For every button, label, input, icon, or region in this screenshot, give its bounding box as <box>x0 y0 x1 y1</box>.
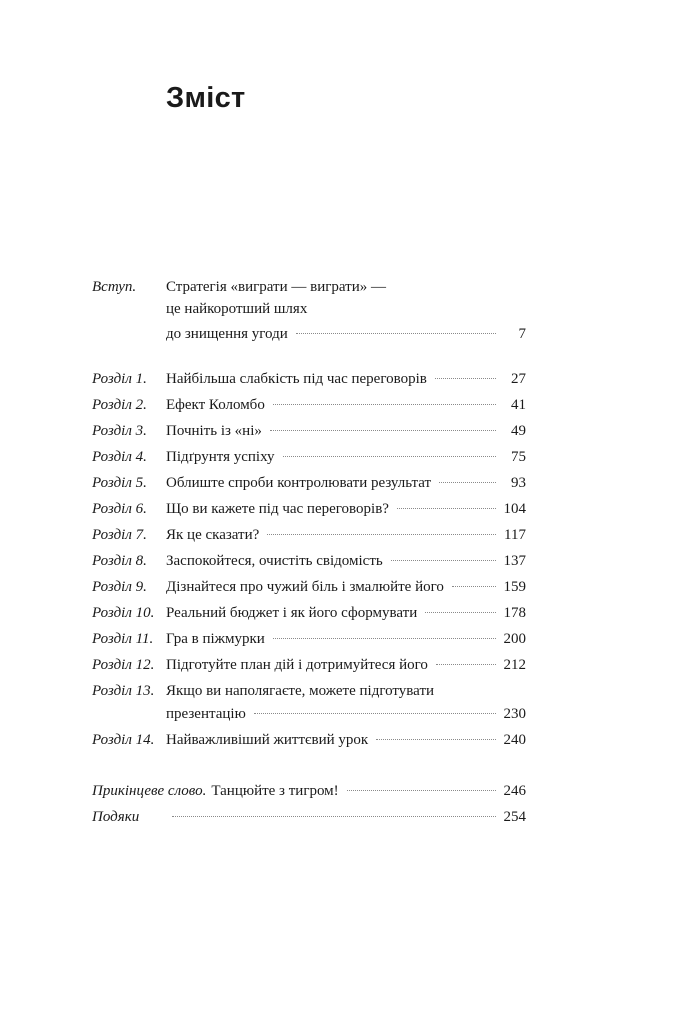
toc-entry-label: Вступ. <box>92 279 137 295</box>
toc-entry-label: Розділ 8. <box>92 553 147 569</box>
toc-entry-label: Розділ 4. <box>92 449 147 465</box>
toc-entry-page: 254 <box>503 809 526 825</box>
page-title: Зміст <box>166 82 246 114</box>
dot-leader <box>435 377 496 379</box>
toc-entry-title: Заспокойтеся, очистіть свідомість <box>166 553 383 569</box>
toc-entry-title: Почніть із «ні» <box>166 423 262 439</box>
toc-entry-label: Розділ 14. <box>92 732 155 748</box>
toc-entry-label: Розділ 2. <box>92 397 147 413</box>
toc-entry-page: 200 <box>503 631 526 647</box>
toc-entry-label: Розділ 1. <box>92 371 147 387</box>
toc-entry-label: Розділ 11. <box>92 631 154 647</box>
toc-entry-title: Найбільша слабкість під час переговорів <box>166 371 427 387</box>
dot-leader <box>376 738 496 740</box>
toc-entry-title: Підготуйте план дій і дотримуйтеся його <box>166 657 428 673</box>
dot-leader <box>273 403 496 405</box>
toc-entry-page: 159 <box>503 579 526 595</box>
toc-entry-page: 230 <box>503 706 526 722</box>
toc-entry-page: 212 <box>503 657 526 673</box>
toc-entry-title: Як це сказати? <box>166 527 260 543</box>
toc-entry-page: 49 <box>511 423 526 439</box>
toc-entry-title: Підґрунтя успіху <box>166 449 275 465</box>
toc-entry-label: Розділ 6. <box>92 501 147 517</box>
toc-entry-title: Найважливіший життєвий урок <box>166 732 369 748</box>
dot-leader <box>425 611 496 613</box>
toc-entry-label: Розділ 13. <box>92 683 155 699</box>
toc-entry-label: Розділ 7. <box>92 527 147 543</box>
toc-entry-label: Розділ 12. <box>92 657 155 673</box>
toc-entry-page: 104 <box>503 501 526 517</box>
toc-entry-page: 41 <box>511 397 526 413</box>
toc-entry-page: 75 <box>511 449 526 465</box>
toc-entry-title: Облиште спроби контролювати результат <box>166 475 432 491</box>
toc-entry-page: 137 <box>503 553 526 569</box>
toc-entry-title-line: це найкоротший шлях <box>166 301 308 317</box>
dot-leader <box>267 533 496 535</box>
dot-leader <box>172 815 496 817</box>
dot-leader <box>439 481 496 483</box>
toc-entry-label: Розділ 9. <box>92 579 147 595</box>
toc-entry-page: 246 <box>503 783 526 799</box>
toc-entry-label: Розділ 10. <box>92 605 155 621</box>
toc-entry-label: Прикінцеве слово. <box>92 783 207 799</box>
toc-entry-chapter-13[interactable] <box>92 680 526 725</box>
toc-entry-label: Подяки <box>92 809 140 825</box>
toc-entry-thanks[interactable] <box>92 806 526 828</box>
dot-leader <box>296 332 496 334</box>
dot-leader <box>254 712 496 714</box>
dot-leader <box>270 429 496 431</box>
toc-entry-title-line: до знищення угоди <box>166 326 288 342</box>
toc-entry-page: 93 <box>511 475 526 491</box>
toc-entry-title-line: Стратегія «виграти — виграти» — <box>166 279 386 295</box>
toc-entry-title: Дізнайтеся про чужий біль і змалюйте його <box>166 579 444 595</box>
dot-leader <box>397 507 496 509</box>
toc-entry-title-line: Якщо ви наполягаєте, можете підготувати <box>166 683 435 699</box>
toc-entry-label: Розділ 3. <box>92 423 147 439</box>
dot-leader <box>452 585 496 587</box>
dot-leader <box>273 637 496 639</box>
dot-leader <box>436 663 496 665</box>
dot-leader <box>283 455 496 457</box>
toc-entry-afterword[interactable] <box>92 780 526 802</box>
toc-entry-page: 178 <box>503 605 526 621</box>
toc-entry-page: 240 <box>503 732 526 748</box>
dot-leader <box>347 789 496 791</box>
dot-leader <box>391 559 496 561</box>
toc-entry-page: 27 <box>511 371 526 387</box>
toc-entry-intro[interactable] <box>92 276 526 345</box>
toc-entry-page: 7 <box>518 326 526 342</box>
toc-entry-title: Танцюйте з тигром! <box>211 783 339 799</box>
toc-entry-title: Гра в піжмурки <box>166 631 265 647</box>
toc-entry-title: Реальний бюджет і як його сформувати <box>166 605 418 621</box>
toc-entry-title: Ефект Коломбо <box>166 397 265 413</box>
toc-entry-title-line: презентацію <box>166 706 246 722</box>
toc-entry-title: Що ви кажете під час переговорів? <box>166 501 389 517</box>
toc-entry-label: Розділ 5. <box>92 475 147 491</box>
toc-entry-page: 117 <box>504 527 526 543</box>
